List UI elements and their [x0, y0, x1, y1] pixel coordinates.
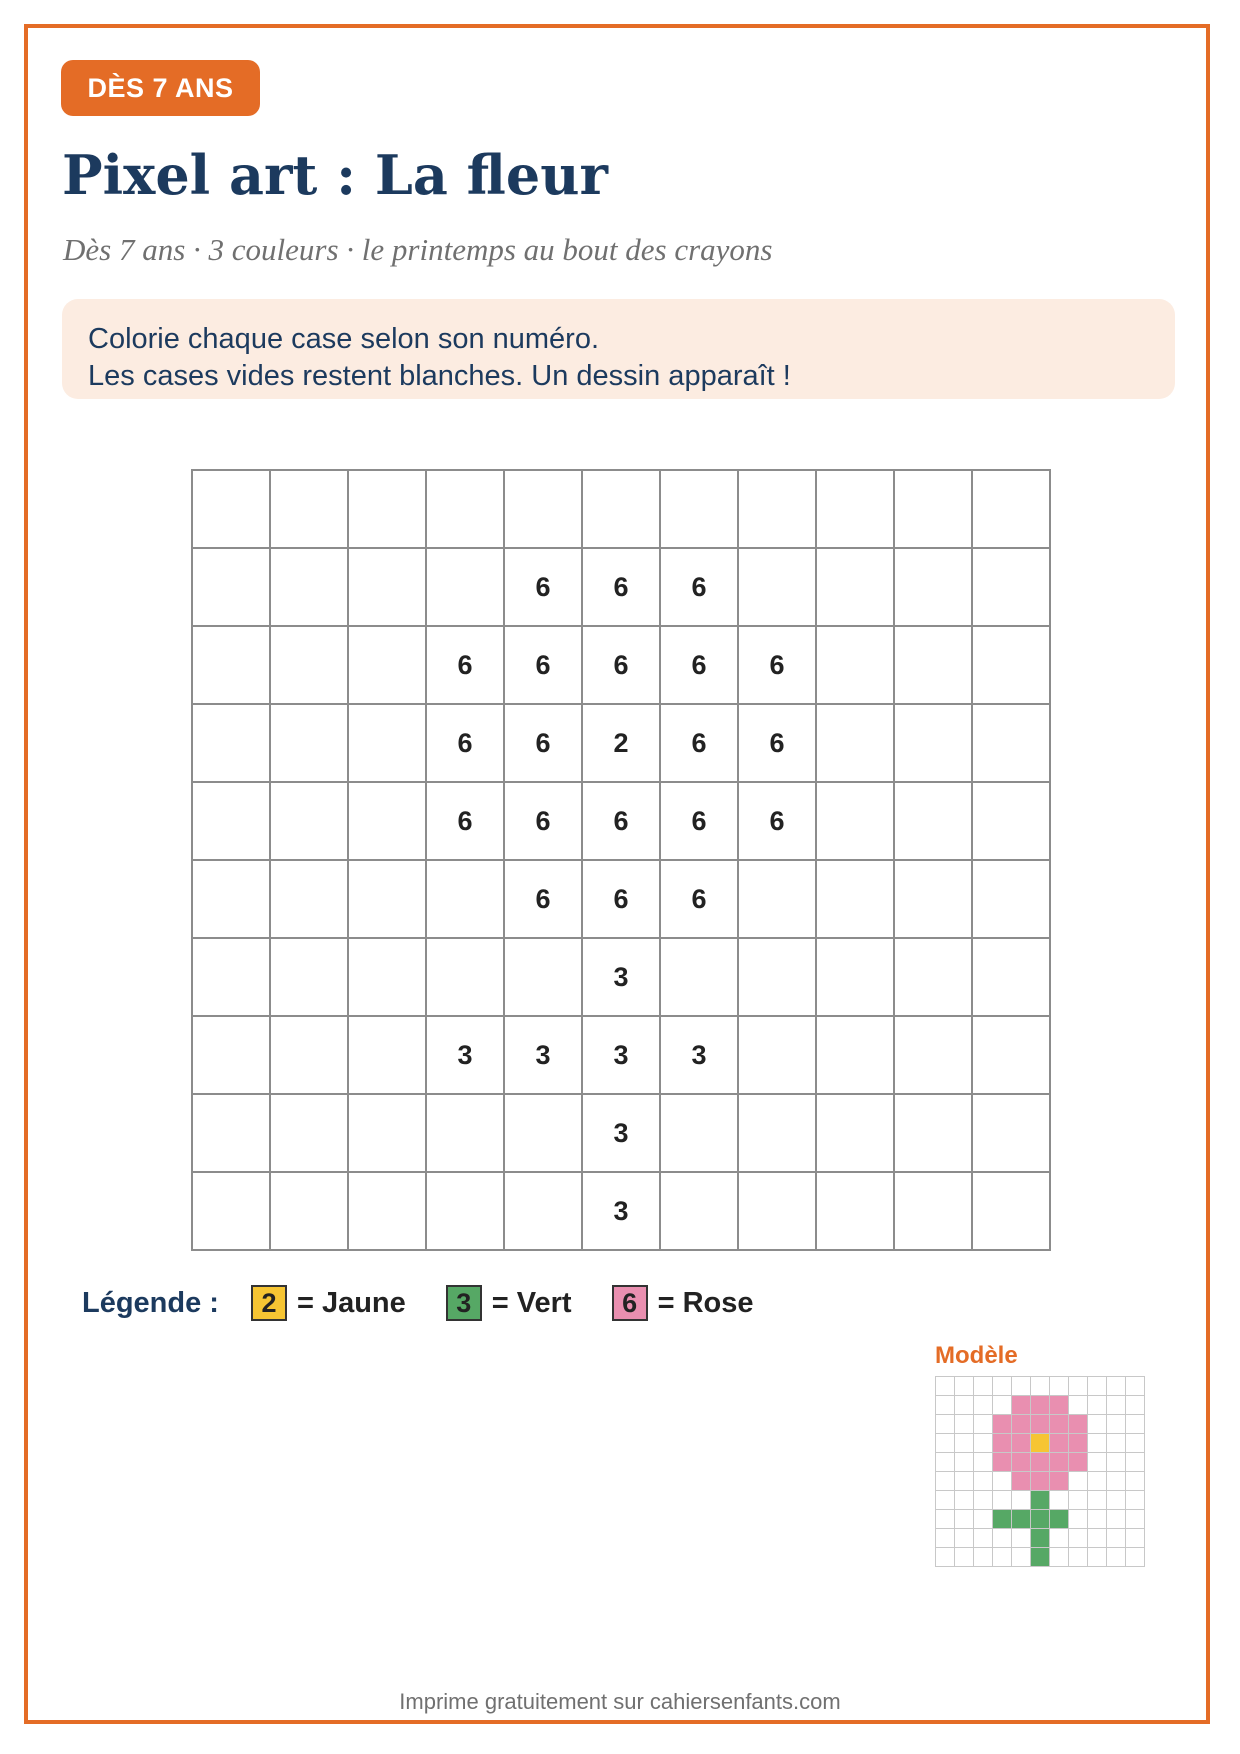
- grid-cell[interactable]: [895, 861, 973, 939]
- grid-cell[interactable]: [739, 939, 817, 1017]
- grid-cell[interactable]: [895, 783, 973, 861]
- model-cell: [936, 1453, 955, 1472]
- model-cell: [1031, 1434, 1050, 1453]
- model-cell: [1050, 1396, 1069, 1415]
- grid-cell[interactable]: [661, 1095, 739, 1173]
- model-cell: [1012, 1472, 1031, 1491]
- model-cell: [1107, 1415, 1126, 1434]
- model-cell: [1107, 1510, 1126, 1529]
- grid-cell[interactable]: [271, 1173, 349, 1251]
- grid-cell[interactable]: [817, 1017, 895, 1095]
- model-cell: [993, 1472, 1012, 1491]
- model-cell: [974, 1396, 993, 1415]
- grid-cell[interactable]: [193, 783, 271, 861]
- grid-cell[interactable]: [271, 627, 349, 705]
- grid-cell[interactable]: [349, 1017, 427, 1095]
- model-cell: [1031, 1510, 1050, 1529]
- model-preview-grid: [935, 1376, 1145, 1567]
- model-cell: [955, 1415, 974, 1434]
- grid-cell[interactable]: 3: [427, 1017, 505, 1095]
- grid-cell[interactable]: 6: [505, 861, 583, 939]
- grid-cell[interactable]: [427, 1095, 505, 1173]
- model-cell: [1088, 1434, 1107, 1453]
- grid-cell[interactable]: [739, 1173, 817, 1251]
- grid-cell[interactable]: [739, 1017, 817, 1095]
- model-cell: [936, 1491, 955, 1510]
- model-cell: [1069, 1396, 1088, 1415]
- grid-cell[interactable]: 6: [427, 705, 505, 783]
- model-cell: [1031, 1415, 1050, 1434]
- model-label: Modèle: [935, 1342, 1018, 1369]
- grid-cell[interactable]: [895, 549, 973, 627]
- grid-cell[interactable]: [505, 471, 583, 549]
- grid-cell[interactable]: 3: [505, 1017, 583, 1095]
- model-cell: [936, 1434, 955, 1453]
- model-cell: [1031, 1472, 1050, 1491]
- model-cell: [993, 1434, 1012, 1453]
- grid-cell[interactable]: 3: [583, 939, 661, 1017]
- model-cell: [1012, 1453, 1031, 1472]
- legend-label-jaune: = Jaune: [296, 1286, 406, 1319]
- model-cell: [1012, 1415, 1031, 1434]
- model-cell: [974, 1453, 993, 1472]
- grid-cell[interactable]: [583, 471, 661, 549]
- model-cell: [1069, 1510, 1088, 1529]
- grid-cell[interactable]: [427, 549, 505, 627]
- grid-cell[interactable]: 6: [505, 627, 583, 705]
- grid-cell[interactable]: [505, 939, 583, 1017]
- grid-cell[interactable]: 6: [739, 783, 817, 861]
- model-cell: [993, 1548, 1012, 1567]
- model-cell: [1050, 1434, 1069, 1453]
- instructions-line-1: Colorie chaque case selon son numéro.: [88, 323, 600, 355]
- model-cell: [1107, 1434, 1126, 1453]
- model-cell: [1069, 1453, 1088, 1472]
- grid-cell[interactable]: [271, 549, 349, 627]
- model-cell: [1126, 1510, 1145, 1529]
- grid-cell[interactable]: 6: [661, 549, 739, 627]
- model-cell: [993, 1510, 1012, 1529]
- model-cell: [1069, 1415, 1088, 1434]
- grid-cell[interactable]: [271, 1017, 349, 1095]
- model-cell: [1012, 1377, 1031, 1396]
- model-cell: [1069, 1529, 1088, 1548]
- grid-cell[interactable]: [661, 939, 739, 1017]
- grid-cell[interactable]: 3: [583, 1173, 661, 1251]
- model-cell: [974, 1548, 993, 1567]
- model-cell: [1069, 1548, 1088, 1567]
- model-cell: [936, 1396, 955, 1415]
- model-cell: [1126, 1453, 1145, 1472]
- legend-swatch-rose: 6: [612, 1285, 648, 1321]
- grid-cell[interactable]: [349, 705, 427, 783]
- model-cell: [1031, 1529, 1050, 1548]
- grid-cell[interactable]: 6: [505, 705, 583, 783]
- grid-cell[interactable]: [817, 1095, 895, 1173]
- page-title: Pixel art : La fleur: [62, 143, 608, 207]
- model-cell: [936, 1529, 955, 1548]
- legend-item-vert: [446, 1285, 572, 1321]
- grid-cell[interactable]: 6: [427, 627, 505, 705]
- model-cell: [1088, 1453, 1107, 1472]
- model-cell: [1031, 1548, 1050, 1567]
- legend-item-rose: [612, 1285, 754, 1321]
- grid-cell[interactable]: [349, 1095, 427, 1173]
- model-cell: [1107, 1396, 1126, 1415]
- model-cell: [993, 1415, 1012, 1434]
- grid-cell[interactable]: [271, 861, 349, 939]
- legend-label-vert: = Vert: [491, 1286, 572, 1319]
- model-cell: [974, 1434, 993, 1453]
- grid-cell[interactable]: 6: [661, 783, 739, 861]
- footer-text: Imprime gratuitement sur cahiersenfants.com: [399, 1689, 841, 1714]
- model-cell: [1069, 1434, 1088, 1453]
- model-cell: [1107, 1472, 1126, 1491]
- model-cell: [1088, 1396, 1107, 1415]
- grid-cell[interactable]: [193, 471, 271, 549]
- grid-cell[interactable]: [427, 939, 505, 1017]
- grid-cell[interactable]: [349, 471, 427, 549]
- grid-cell[interactable]: 6: [583, 861, 661, 939]
- grid-cell[interactable]: 6: [661, 627, 739, 705]
- model-cell: [955, 1453, 974, 1472]
- model-cell: [1012, 1510, 1031, 1529]
- model-cell: [1069, 1377, 1088, 1396]
- model-cell: [955, 1434, 974, 1453]
- model-cell: [1088, 1472, 1107, 1491]
- model-cell: [1107, 1491, 1126, 1510]
- grid-cell[interactable]: [973, 549, 1051, 627]
- grid-cell[interactable]: [973, 705, 1051, 783]
- grid-cell[interactable]: [739, 471, 817, 549]
- grid-cell[interactable]: [193, 1017, 271, 1095]
- model-cell: [1069, 1491, 1088, 1510]
- grid-cell[interactable]: [895, 939, 973, 1017]
- model-cell: [1126, 1396, 1145, 1415]
- grid-cell[interactable]: [193, 705, 271, 783]
- grid-cell[interactable]: [973, 627, 1051, 705]
- model-cell: [955, 1510, 974, 1529]
- grid-cell[interactable]: 6: [739, 705, 817, 783]
- model-cell: [1050, 1415, 1069, 1434]
- model-cell: [1107, 1529, 1126, 1548]
- model-cell: [1031, 1396, 1050, 1415]
- model-cell: [1126, 1472, 1145, 1491]
- grid-cell[interactable]: [817, 627, 895, 705]
- model-cell: [993, 1396, 1012, 1415]
- age-badge: DÈS 7 ANS: [61, 60, 260, 116]
- model-cell: [1012, 1491, 1031, 1510]
- model-cell: [993, 1377, 1012, 1396]
- legend-swatch-jaune: 2: [251, 1285, 287, 1321]
- model-cell: [1107, 1548, 1126, 1567]
- grid-cell[interactable]: 6: [661, 705, 739, 783]
- model-cell: [993, 1453, 1012, 1472]
- grid-cell[interactable]: [817, 549, 895, 627]
- grid-cell[interactable]: [973, 1173, 1051, 1251]
- grid-cell[interactable]: [271, 471, 349, 549]
- grid-cell[interactable]: 6: [583, 549, 661, 627]
- grid-cell[interactable]: [349, 549, 427, 627]
- grid-cell[interactable]: [349, 1173, 427, 1251]
- model-cell: [936, 1510, 955, 1529]
- legend-label-rose: = Rose: [657, 1286, 754, 1319]
- model-cell: [1107, 1377, 1126, 1396]
- grid-cell[interactable]: [271, 939, 349, 1017]
- grid-cell[interactable]: [895, 1095, 973, 1173]
- model-cell: [1126, 1529, 1145, 1548]
- model-cell: [1012, 1548, 1031, 1567]
- model-cell: [1050, 1472, 1069, 1491]
- model-cell: [936, 1472, 955, 1491]
- model-cell: [1031, 1453, 1050, 1472]
- model-cell: [1088, 1529, 1107, 1548]
- grid-cell[interactable]: [271, 705, 349, 783]
- grid-cell[interactable]: [973, 861, 1051, 939]
- model-cell: [955, 1491, 974, 1510]
- model-cell: [1050, 1453, 1069, 1472]
- page-subtitle: Dès 7 ans · 3 couleurs · le printemps au bout des crayons: [63, 232, 773, 267]
- model-cell: [1050, 1548, 1069, 1567]
- grid-cell[interactable]: [895, 1173, 973, 1251]
- grid-cell[interactable]: [661, 471, 739, 549]
- model-cell: [1050, 1377, 1069, 1396]
- grid-cell[interactable]: [973, 1095, 1051, 1173]
- grid-cell[interactable]: 2: [583, 705, 661, 783]
- grid-cell[interactable]: 3: [583, 1095, 661, 1173]
- grid-cell[interactable]: [895, 1017, 973, 1095]
- grid-cell[interactable]: [193, 861, 271, 939]
- model-cell: [936, 1548, 955, 1567]
- coloring-grid: [191, 469, 1051, 1251]
- grid-cell[interactable]: [739, 549, 817, 627]
- grid-cell[interactable]: 6: [427, 783, 505, 861]
- grid-cell[interactable]: 6: [583, 783, 661, 861]
- grid-cell[interactable]: [973, 471, 1051, 549]
- grid-cell[interactable]: [271, 783, 349, 861]
- model-cell: [974, 1529, 993, 1548]
- model-cell: [1031, 1377, 1050, 1396]
- grid-cell[interactable]: [973, 1017, 1051, 1095]
- grid-cell[interactable]: [427, 471, 505, 549]
- grid-cell[interactable]: [193, 1095, 271, 1173]
- grid-cell[interactable]: [973, 783, 1051, 861]
- model-cell: [993, 1491, 1012, 1510]
- legend-item-jaune: [251, 1285, 406, 1321]
- model-cell: [1012, 1396, 1031, 1415]
- model-cell: [936, 1377, 955, 1396]
- model-cell: [936, 1415, 955, 1434]
- model-cell: [974, 1491, 993, 1510]
- model-cell: [1050, 1491, 1069, 1510]
- grid-cell[interactable]: 6: [661, 861, 739, 939]
- model-cell: [974, 1510, 993, 1529]
- model-cell: [1088, 1491, 1107, 1510]
- model-cell: [974, 1415, 993, 1434]
- model-cell: [1050, 1510, 1069, 1529]
- grid-cell[interactable]: [193, 627, 271, 705]
- model-cell: [974, 1377, 993, 1396]
- grid-cell[interactable]: [349, 783, 427, 861]
- grid-cell[interactable]: 6: [583, 627, 661, 705]
- model-cell: [974, 1472, 993, 1491]
- legend-swatch-vert: 3: [446, 1285, 482, 1321]
- grid-cell[interactable]: [739, 861, 817, 939]
- grid-cell[interactable]: [349, 627, 427, 705]
- grid-cell[interactable]: [661, 1173, 739, 1251]
- model-cell: [955, 1472, 974, 1491]
- grid-cell[interactable]: 6: [505, 783, 583, 861]
- grid-cell[interactable]: [193, 549, 271, 627]
- grid-cell[interactable]: [349, 861, 427, 939]
- legend: [82, 1283, 794, 1323]
- model-cell: [1107, 1453, 1126, 1472]
- grid-cell[interactable]: 3: [661, 1017, 739, 1095]
- model-cell: [993, 1529, 1012, 1548]
- model-cell: [955, 1377, 974, 1396]
- grid-cell[interactable]: [505, 1095, 583, 1173]
- grid-cell[interactable]: [817, 861, 895, 939]
- instructions-line-2: Les cases vides restent blanches. Un dessin apparaît !: [88, 360, 791, 392]
- model-cell: [955, 1396, 974, 1415]
- model-cell: [1126, 1415, 1145, 1434]
- model-cell: [1050, 1529, 1069, 1548]
- grid-cell[interactable]: [739, 1095, 817, 1173]
- grid-cell[interactable]: [817, 783, 895, 861]
- grid-cell[interactable]: [973, 939, 1051, 1017]
- grid-cell[interactable]: [271, 1095, 349, 1173]
- grid-cell[interactable]: 6: [739, 627, 817, 705]
- legend-title: Légende :: [82, 1286, 219, 1319]
- grid-cell[interactable]: [895, 627, 973, 705]
- grid-cell[interactable]: [817, 1173, 895, 1251]
- grid-cell[interactable]: [427, 1173, 505, 1251]
- grid-cell[interactable]: [895, 705, 973, 783]
- model-cell: [1126, 1377, 1145, 1396]
- model-cell: [955, 1529, 974, 1548]
- grid-cell[interactable]: [193, 939, 271, 1017]
- model-cell: [1031, 1491, 1050, 1510]
- model-cell: [1126, 1434, 1145, 1453]
- model-cell: [1126, 1491, 1145, 1510]
- model-cell: [1126, 1548, 1145, 1567]
- grid-cell[interactable]: [505, 1173, 583, 1251]
- instructions-box: [62, 299, 1175, 399]
- grid-cell[interactable]: 3: [583, 1017, 661, 1095]
- model-cell: [1088, 1377, 1107, 1396]
- model-cell: [1088, 1548, 1107, 1567]
- grid-cell[interactable]: [817, 471, 895, 549]
- grid-cell[interactable]: [349, 939, 427, 1017]
- model-cell: [1012, 1529, 1031, 1548]
- grid-cell[interactable]: 6: [505, 549, 583, 627]
- model-cell: [1012, 1434, 1031, 1453]
- grid-cell[interactable]: [817, 939, 895, 1017]
- model-cell: [1088, 1415, 1107, 1434]
- grid-cell[interactable]: [817, 705, 895, 783]
- model-cell: [1088, 1510, 1107, 1529]
- grid-cell[interactable]: [193, 1173, 271, 1251]
- grid-cell[interactable]: [427, 861, 505, 939]
- model-cell: [1069, 1472, 1088, 1491]
- model-cell: [955, 1548, 974, 1567]
- grid-cell[interactable]: [895, 471, 973, 549]
